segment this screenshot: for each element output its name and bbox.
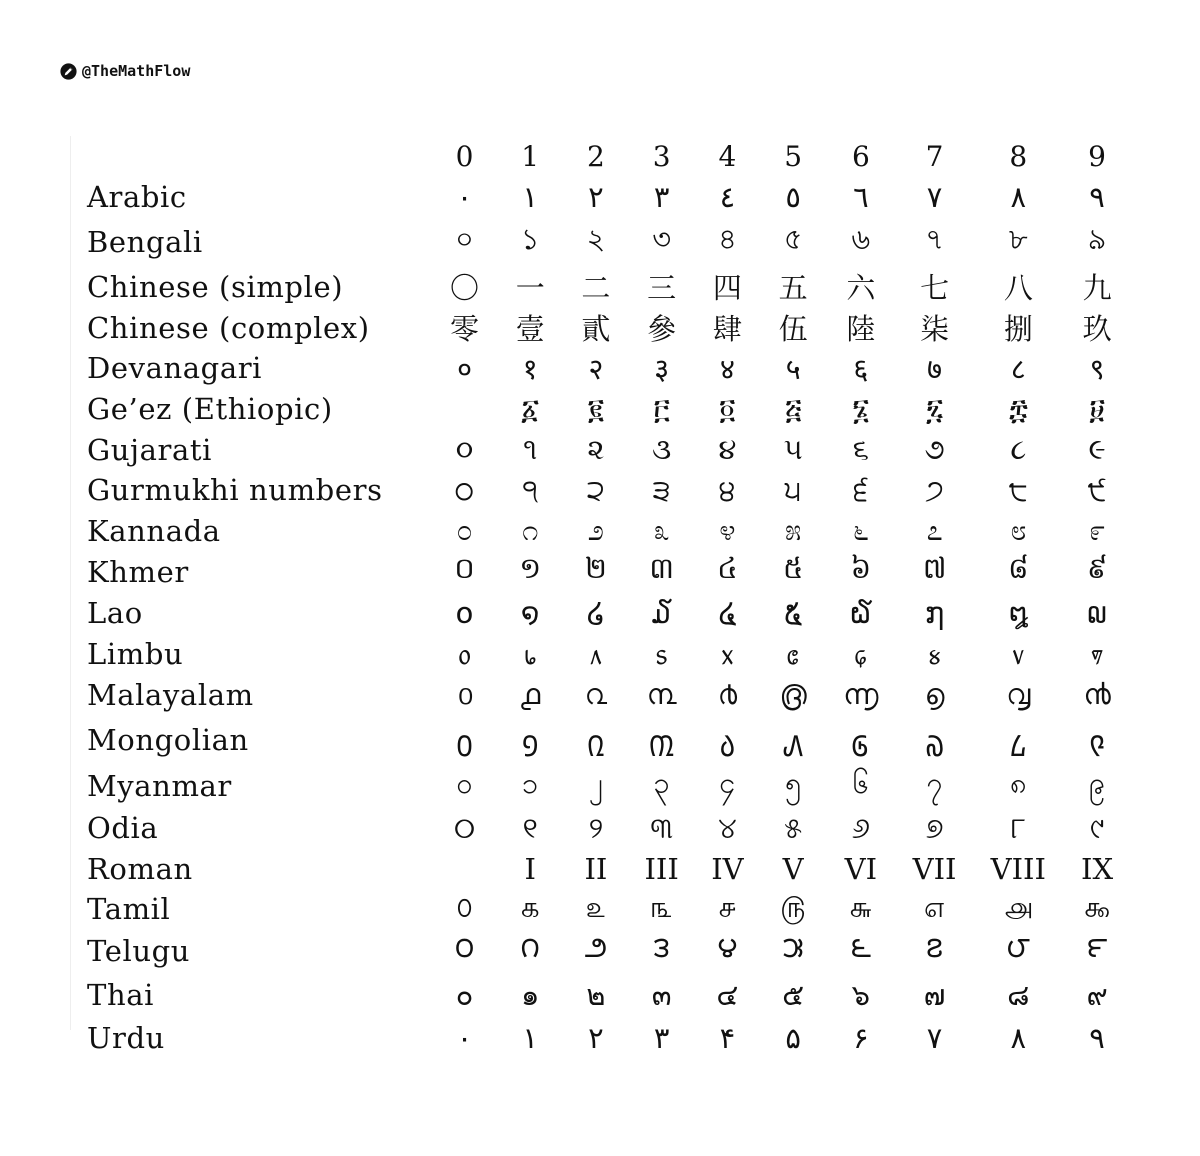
- numeral-cell: ၅: [784, 765, 802, 800]
- header-digit: 1: [521, 139, 540, 173]
- numeral-row: [81, 551, 1131, 593]
- script-name: Chinese (simple): [87, 269, 344, 304]
- numeral-cell: ੮: [1008, 472, 1028, 507]
- numeral-cell: ୨: [588, 810, 604, 845]
- numeral-cell: ๒: [586, 977, 606, 1012]
- numeral-cell: ४: [719, 351, 735, 386]
- numeral-cell: ۴: [719, 1021, 736, 1056]
- numeral-cell: २: [588, 351, 604, 386]
- numeral-row: [81, 972, 1131, 1018]
- numeral-cell: ೮: [1010, 513, 1027, 548]
- numeral-cell: ᥈: [589, 636, 602, 671]
- numeral-cell: ৮: [1008, 222, 1028, 257]
- numeral-cell: ᠙: [1089, 728, 1105, 763]
- numeral-cell: ۸: [1010, 1021, 1027, 1056]
- numeral-cell: ౩: [653, 929, 670, 964]
- numeral-cell: ୩: [650, 810, 674, 845]
- numeral-cell: ٧: [926, 179, 943, 214]
- numeral-row: [81, 849, 1131, 890]
- numeral-cell: ൦: [456, 677, 473, 712]
- numeral-cell: [432, 849, 498, 890]
- numeral-cell: ௩: [650, 890, 673, 925]
- numeral-cell: ୧: [522, 810, 538, 845]
- script-name: Urdu: [87, 1021, 165, 1056]
- numeral-cell: ᠓: [648, 728, 675, 763]
- numeral-row: [81, 889, 1131, 930]
- numeral-cell: ۶: [853, 1021, 869, 1056]
- numeral-cell: ୦: [453, 810, 475, 845]
- numeral-cell: ፪: [587, 391, 604, 426]
- numeral-cell: ໕: [784, 596, 803, 631]
- numeral-cell: ౦: [454, 929, 475, 964]
- numeral-cell: ૨: [587, 432, 605, 467]
- numeral-cell: ೫: [785, 513, 802, 548]
- numeral-cell: ᥋: [787, 636, 800, 671]
- numeral-cell: ፱: [1089, 391, 1105, 426]
- script-name: Malayalam: [87, 677, 254, 712]
- numeral-systems-table: [81, 136, 1131, 1058]
- numeral-cell: ၆: [852, 765, 869, 800]
- numeral-cell: ᠘: [1010, 728, 1027, 763]
- numeral-cell: 六: [846, 271, 876, 306]
- numeral-cell: VII: [912, 851, 957, 886]
- header-corner: [81, 136, 432, 177]
- numeral-cell: ໐: [455, 596, 474, 631]
- numeral-row: [81, 715, 1131, 765]
- header-digit: 5: [784, 139, 803, 173]
- numeral-cell: ০: [455, 222, 474, 257]
- numeral-cell: ໓: [651, 596, 672, 631]
- numeral-cell: ፭: [784, 391, 802, 426]
- author-handle: [60, 62, 190, 80]
- author-handle-text: @TheMathFlow: [82, 62, 191, 80]
- numeral-cell: ౪: [717, 929, 738, 964]
- numeral-cell: ೨: [587, 513, 605, 548]
- script-name: Myanmar: [87, 769, 232, 804]
- numeral-cell: ០: [454, 551, 475, 586]
- numeral-cell: ၁: [522, 765, 539, 800]
- numeral-cell: ๘: [1007, 977, 1030, 1012]
- numeral-cell: ৪: [717, 222, 737, 257]
- numeral-cell: ੨: [586, 472, 605, 507]
- numeral-cell: 零: [449, 312, 479, 347]
- numeral-cell: ٥: [785, 179, 801, 214]
- numeral-cell: 陸: [846, 312, 876, 347]
- numeral-cell: ൯: [1083, 677, 1111, 712]
- script-name: Gujarati: [87, 432, 213, 467]
- numeral-row: [81, 1018, 1131, 1059]
- script-name: Limbu: [87, 637, 184, 672]
- numeral-cell: ௪: [718, 890, 737, 925]
- numeral-cell: ௯: [1083, 890, 1111, 925]
- numeral-cell: ২: [586, 222, 606, 257]
- numeral-cell: ๔: [716, 977, 739, 1012]
- numeral-cell: ೦: [456, 513, 473, 548]
- numeral-cell: ૮: [1010, 432, 1027, 467]
- numeral-cell: ௦: [456, 890, 473, 925]
- numeral-cell: 伍: [778, 312, 808, 347]
- numeral-cell: 一: [515, 271, 545, 306]
- numeral-cell: ၇: [926, 765, 943, 800]
- header-digit: 4: [718, 139, 737, 173]
- numeral-cell: ౫: [782, 929, 804, 964]
- numeral-cell: ௧: [520, 890, 541, 925]
- numeral-cell: ៨: [1008, 551, 1029, 586]
- numeral-cell: ᠑: [521, 728, 539, 763]
- numeral-cell: ᠒: [587, 728, 605, 763]
- numeral-cell: ۱: [522, 1021, 538, 1056]
- numeral-row: [81, 674, 1131, 715]
- numeral-cell: ၀: [456, 765, 473, 800]
- numeral-cell: 貳: [581, 312, 611, 347]
- numeral-cell: ೪: [719, 513, 736, 548]
- numeral-cell: ᥇: [524, 636, 537, 671]
- numeral-cell: ፯: [925, 391, 944, 426]
- numeral-cell: ౮: [1006, 929, 1030, 964]
- numeral-cell: ᥌: [854, 636, 867, 671]
- header-digit: 6: [851, 139, 870, 173]
- numeral-cell: ๗: [923, 977, 946, 1012]
- numeral-cell: ۵: [785, 1021, 801, 1056]
- numeral-cell: ૩: [651, 432, 672, 467]
- numeral-cell: ໖: [850, 596, 872, 631]
- numeral-cell: ۷: [926, 1021, 943, 1056]
- numeral-cell: ᥉: [655, 636, 668, 671]
- numeral-row: [81, 808, 1131, 849]
- numeral-cell: ๖: [851, 977, 871, 1012]
- numeral-cell: ٢: [588, 179, 604, 214]
- numeral-cell: III: [644, 851, 679, 886]
- numeral-cell: ٤: [719, 179, 736, 214]
- numeral-cell: ୭: [925, 810, 944, 845]
- header-digit: 3: [652, 139, 671, 173]
- numeral-cell: ១: [519, 551, 542, 586]
- numeral-cell: ९: [1089, 351, 1105, 386]
- numeral-cell: ٩: [1089, 179, 1105, 214]
- numeral-cell: ੯: [1087, 472, 1107, 507]
- numeral-row: [81, 389, 1131, 430]
- numeral-cell: ៦: [850, 551, 872, 586]
- numeral-cell: II: [584, 851, 608, 886]
- numeral-cell: ᥍: [928, 636, 941, 671]
- numeral-cell: 三: [647, 271, 677, 306]
- numeral-cell: १: [522, 351, 538, 386]
- numeral-cell: VIII: [990, 851, 1046, 886]
- script-name: Kannada: [87, 513, 221, 548]
- numeral-cell: IV: [711, 851, 744, 886]
- numeral-cell: 玖: [1082, 312, 1112, 347]
- numeral-cell: ୯: [1089, 810, 1105, 845]
- numeral-row: [81, 593, 1131, 634]
- numeral-cell: ६: [853, 351, 869, 386]
- script-name: Odia: [87, 811, 159, 846]
- numeral-cell: ३: [654, 351, 670, 386]
- numeral-cell: ၉: [1088, 765, 1106, 800]
- numeral-cell: ੧: [522, 472, 539, 507]
- numeral-cell: ᠗: [925, 728, 944, 763]
- numeral-cell: ೬: [852, 513, 869, 548]
- numeral-cell: ൬: [843, 677, 879, 712]
- header-digit: 2: [587, 139, 605, 173]
- header-digit: 0: [455, 139, 474, 173]
- numeral-cell: ၂: [588, 765, 604, 800]
- numeral-cell: ൪: [717, 677, 738, 712]
- numeral-cell: ୫: [784, 810, 803, 845]
- numeral-cell: ໔: [718, 596, 737, 631]
- numeral-cell: ८: [1010, 351, 1026, 386]
- numeral-cell: ৩: [652, 222, 672, 257]
- numeral-cell: IX: [1081, 851, 1114, 886]
- numeral-row: [81, 348, 1131, 389]
- numeral-cell: 參: [647, 312, 677, 347]
- numeral-cell: ૭: [924, 432, 945, 467]
- numeral-cell: ๕: [782, 977, 805, 1012]
- numeral-cell: ៤: [717, 551, 738, 586]
- numeral-cell: 二: [581, 271, 611, 306]
- numeral-cell: 八: [1003, 271, 1033, 306]
- numeral-cell: 捌: [1003, 312, 1033, 347]
- numeral-row: [81, 266, 1131, 307]
- numeral-cell: ൫: [779, 677, 807, 712]
- numeral-cell: ৭: [925, 222, 945, 257]
- numeral-cell: 肆: [712, 312, 742, 347]
- numeral-cell: V: [782, 851, 804, 886]
- numeral-cell: ۰: [456, 1021, 473, 1056]
- numeral-cell: ፰: [1008, 391, 1028, 426]
- numeral-cell: ௫: [780, 890, 806, 925]
- numeral-cell: ៩: [1086, 551, 1108, 586]
- numeral-cell: ᠕: [782, 728, 804, 763]
- numeral-cell: ৫: [783, 222, 803, 257]
- numeral-cell: ፫: [653, 391, 670, 426]
- numeral-cell: ៥: [782, 551, 804, 586]
- numeral-cell: ۳: [653, 1021, 670, 1056]
- script-name: Lao: [87, 596, 143, 631]
- script-name: Roman: [87, 851, 193, 886]
- numeral-cell: ੬: [853, 472, 869, 507]
- numeral-cell: 壹: [515, 312, 545, 347]
- numeral-cell: ১: [520, 222, 540, 257]
- numeral-cell: ௮: [1003, 890, 1033, 925]
- numeral-cell: ୪: [718, 810, 737, 845]
- numeral-cell: ١: [522, 179, 538, 214]
- numeral-cell: ૦: [455, 432, 474, 467]
- numeral-cell: ൧: [520, 677, 541, 712]
- numeral-cell: ૬: [852, 432, 869, 467]
- numeral-cell: ៣: [649, 551, 675, 586]
- numeral-cell: ໑: [520, 596, 540, 631]
- numeral-cell: ൭: [924, 677, 945, 712]
- numeral-row: [81, 511, 1131, 552]
- numeral-cell: ൮: [1006, 677, 1031, 712]
- numeral-cell: I: [524, 851, 536, 886]
- numeral-cell: ೩: [653, 513, 670, 548]
- numeral-cell: ੪: [719, 472, 736, 507]
- numeral-cell: ೭: [926, 513, 943, 548]
- numeral-cell: ᥆: [458, 636, 471, 671]
- numeral-cell: ੭: [925, 472, 944, 507]
- numeral-cell: ୬: [851, 810, 870, 845]
- script-name: Devanagari: [87, 351, 263, 386]
- numeral-cell: ೯: [1088, 513, 1106, 548]
- numeral-cell: ٠: [456, 179, 473, 214]
- script-name: Tamil: [87, 892, 171, 927]
- script-name: Telugu: [87, 933, 191, 968]
- numeral-cell: ᥎: [1012, 636, 1025, 671]
- numeral-cell: ᠔: [719, 728, 736, 763]
- numeral-cell: ൩: [646, 677, 677, 712]
- numeral-cell: ೧: [522, 513, 539, 548]
- numeral-cell: ௭: [923, 890, 946, 925]
- numeral-cell: ൨: [584, 677, 607, 712]
- numeral-cell: ۹: [1089, 1021, 1105, 1056]
- header-digit: 7: [925, 139, 944, 173]
- script-name: Thai: [87, 977, 154, 1012]
- numeral-cell: 五: [778, 271, 808, 306]
- numeral-cell: ๐: [455, 977, 474, 1012]
- numeral-row: [81, 634, 1131, 675]
- script-name: Bengali: [87, 224, 203, 259]
- numeral-cell: ᥏: [1091, 636, 1104, 671]
- numeral-cell: ໗: [924, 596, 945, 631]
- pencil-circle-icon: [60, 63, 77, 80]
- numeral-cell: [432, 389, 498, 430]
- numeral-cell: ౬: [850, 929, 871, 964]
- numeral-cell: ๓: [651, 977, 672, 1012]
- numeral-row: [81, 930, 1131, 972]
- numeral-cell: ౧: [520, 929, 540, 964]
- numeral-cell: ២: [584, 551, 607, 586]
- numeral-cell: ௨: [585, 890, 607, 925]
- numeral-cell: 四: [712, 271, 742, 306]
- numeral-cell: ৬: [851, 222, 871, 257]
- numeral-cell: ᥊: [721, 636, 734, 671]
- numeral-cell: ፩: [521, 391, 540, 426]
- numeral-cell: 九: [1082, 271, 1112, 306]
- numeral-cell: ᠖: [851, 728, 870, 763]
- numeral-cell: 〇: [449, 271, 479, 306]
- numeral-row: [81, 429, 1131, 470]
- numeral-cell: ໒: [586, 596, 606, 631]
- numeral-cell: ৯: [1087, 222, 1107, 257]
- numeral-cell: 柒: [920, 312, 950, 347]
- numeral-cell: ၈: [1010, 765, 1027, 800]
- numeral-cell: ੩: [652, 472, 671, 507]
- numeral-cell: ٣: [653, 179, 670, 214]
- numeral-cell: ፮: [852, 391, 870, 426]
- numeral-row: [81, 177, 1131, 218]
- header-row: [81, 136, 1131, 177]
- script-name: Arabic: [87, 179, 187, 214]
- numeral-cell: ୮: [1010, 810, 1026, 845]
- numeral-cell: ੦: [454, 472, 475, 507]
- numeral-cell: ٦: [853, 179, 869, 214]
- header-digit: 8: [1009, 139, 1028, 173]
- numeral-cell: ໙: [1087, 596, 1107, 631]
- script-name: Gurmukhi numbers: [87, 473, 383, 508]
- numeral-cell: 七: [920, 271, 950, 306]
- numeral-cell: ᠐: [456, 728, 473, 763]
- numeral-cell: ፬: [719, 391, 736, 426]
- numeral-cell: ५: [785, 351, 801, 386]
- numeral-cell: ๙: [1086, 977, 1108, 1012]
- numeral-systems-table-frame: [70, 136, 1131, 1056]
- numeral-cell: ౨: [584, 929, 608, 964]
- numeral-cell: ۲: [588, 1021, 604, 1056]
- numeral-row: [81, 470, 1131, 511]
- numeral-cell: ७: [927, 351, 943, 386]
- numeral-cell: ౭: [926, 929, 943, 964]
- numeral-cell: ੫: [784, 472, 802, 507]
- script-name: Chinese (complex): [87, 310, 370, 345]
- numeral-cell: ٨: [1010, 179, 1027, 214]
- numeral-cell: ๑: [520, 977, 540, 1012]
- numeral-cell: ૧: [523, 432, 538, 467]
- numeral-row: [81, 217, 1131, 266]
- numeral-row: [81, 307, 1131, 348]
- numeral-cell: ໘: [1008, 596, 1029, 631]
- numeral-cell: ௬: [849, 890, 873, 925]
- numeral-cell: ૪: [718, 432, 737, 467]
- script-name: Mongolian: [87, 722, 249, 757]
- script-name: Ge’ez (Ethiopic): [87, 392, 333, 427]
- numeral-row: [81, 765, 1131, 808]
- numeral-cell: ౯: [1086, 929, 1108, 964]
- numeral-cell: ៧: [922, 551, 947, 586]
- numeral-cell: ၃: [653, 765, 670, 800]
- numeral-cell: VI: [844, 851, 878, 886]
- numeral-cell: ૯: [1088, 432, 1106, 467]
- script-name: Khmer: [87, 555, 189, 590]
- numeral-cell: ၄: [719, 765, 736, 800]
- header-digit: 9: [1088, 139, 1106, 173]
- numeral-cell: ૫: [783, 432, 803, 467]
- numeral-cell: ०: [456, 351, 473, 386]
